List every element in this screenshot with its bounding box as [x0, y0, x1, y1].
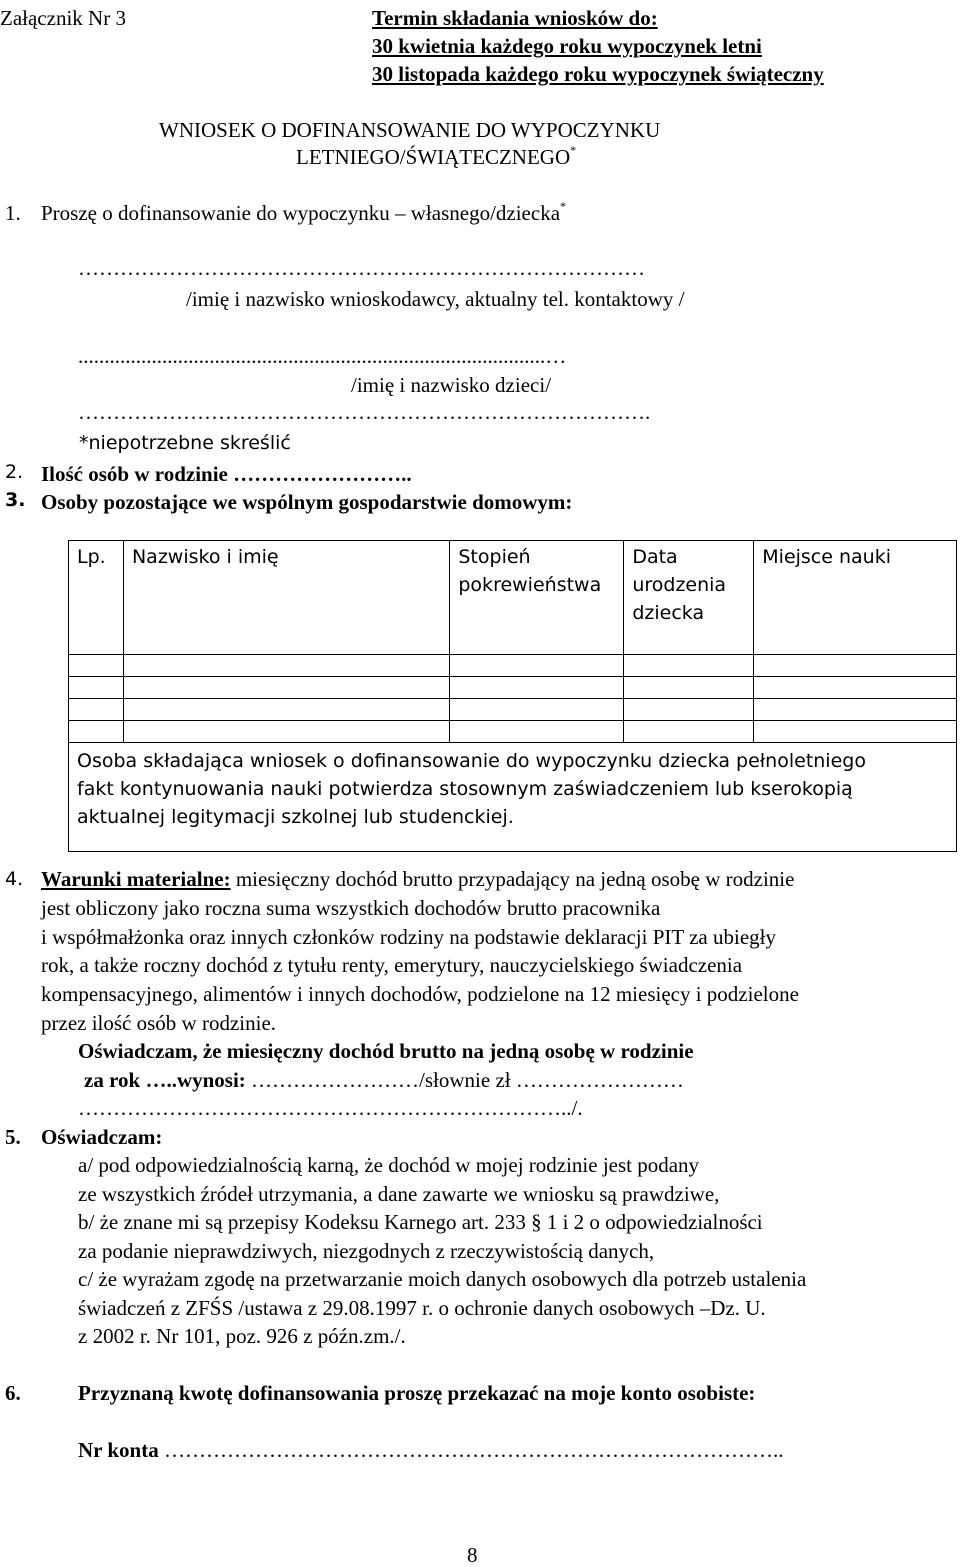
income-declaration: Oświadczam, że miesięczny dochód brutto na jedną osobę w rodzinie: [78, 1039, 694, 1063]
children-dots: .........................................................................................…: [78, 344, 567, 368]
family-size-label: Ilość osób w rodzinie ……………………..: [41, 462, 412, 486]
deadline-title: Termin składania wniosków do:: [372, 6, 658, 30]
section3-number: 3.: [5, 489, 26, 511]
section1-text: [41, 201, 566, 225]
deadline-summer: 30 kwietnia każdego roku wypoczynek letni: [372, 34, 762, 58]
header-birth-date: Data urodzenia dziecka: [624, 541, 754, 655]
cell-birth-date[interactable]: [624, 677, 754, 699]
header-relationship: Stopień pokrewieństwa: [450, 541, 624, 655]
section4-line: jest obliczony jako roczna suma wszystkich dochodów brutto pracownika: [41, 896, 661, 920]
cell-relationship[interactable]: [450, 721, 624, 743]
cell-relationship[interactable]: [450, 655, 624, 677]
table-row: [69, 699, 957, 721]
applicant-dots: ………………………………………………………………………: [78, 256, 645, 280]
section1-label: Proszę o dofinansowanie do wypoczynku – własnego/dziecka: [41, 201, 561, 225]
extra-dots: ……………………………………………………………………….: [78, 400, 651, 424]
section4-line1-text: miesięczny dochód brutto przypadający na jedną osobę w rodzinie: [230, 867, 795, 891]
header-lp: Lp.: [69, 541, 124, 655]
header-name: Nazwisko i imię: [123, 541, 449, 655]
cell-lp[interactable]: [69, 677, 124, 699]
section4-line: rok, a także roczny dochód z tytułu renty, emerytury, nauczycielskiego świadczenia: [41, 953, 743, 977]
table-footnote-row: [69, 743, 957, 852]
applicant-caption: /imię i nazwisko wnioskodawcy, aktualny tel. kontaktowy /: [186, 287, 685, 311]
section1-number: 1.: [5, 201, 21, 225]
section5-number: 5.: [5, 1125, 21, 1149]
form-title-mark: *: [570, 143, 577, 157]
footnote-line: Osoba składająca wniosek o dofinansowanie do wypoczynku dziecka pełnoletniego: [77, 750, 866, 772]
statement-line: ze wszystkich źródeł utrzymania, a dane zawarte we wniosku są prawdziwe,: [78, 1182, 720, 1206]
statement-heading: Oświadczam:: [41, 1125, 163, 1149]
footnote-line: aktualnej legitymacji szkolnej lub studenckiej.: [77, 806, 514, 828]
cell-name[interactable]: [123, 677, 449, 699]
cell-name[interactable]: [123, 699, 449, 721]
table-row: [69, 721, 957, 743]
cell-lp[interactable]: [69, 655, 124, 677]
cell-school[interactable]: [754, 721, 957, 743]
cell-lp[interactable]: [69, 721, 124, 743]
cell-school[interactable]: [754, 655, 957, 677]
account-label: Nr konta: [78, 1438, 159, 1462]
cell-name[interactable]: [123, 655, 449, 677]
table-row: [69, 655, 957, 677]
income-amount-line: [84, 1068, 684, 1092]
children-caption: /imię i nazwisko dzieci/: [351, 373, 552, 397]
section4-line1: [41, 867, 794, 891]
form-title-line1: WNIOSEK O DOFINANSOWANIE DO WYPOCZYNKU: [159, 118, 661, 142]
account-line: [78, 1438, 783, 1462]
cell-relationship[interactable]: [450, 677, 624, 699]
income-words-dots: ……………………………………………………………../.: [78, 1096, 583, 1120]
statement-line: c/ że wyrażam zgodę na przetwarzanie moich danych osobowych dla potrzeb ustalenia: [78, 1267, 807, 1291]
cell-school[interactable]: [754, 677, 957, 699]
payment-instruction: Przyznaną kwotę dofinansowania proszę przekazać na moje konto osobiste:: [78, 1381, 756, 1405]
table-header-row: [69, 541, 957, 655]
footnote-line: fakt kontynuowania nauki potwierdza stosownym zaświadczeniem lub kserokopią: [77, 778, 853, 800]
section4-line: przez ilość osób w rodzinie.: [41, 1011, 277, 1035]
section1-mark: *: [560, 199, 567, 213]
cell-lp[interactable]: [69, 699, 124, 721]
section2-number: 2.: [5, 461, 24, 483]
income-amount-dots: ……………………/słownie zł ……………………: [245, 1068, 684, 1092]
cell-relationship[interactable]: [450, 699, 624, 721]
household-heading: Osoby pozostające we wspólnym gospodarstwie domowym:: [41, 490, 573, 514]
account-number-field[interactable]: ……………………………………………………………………………..: [158, 1438, 784, 1462]
section6-number: 6.: [5, 1381, 21, 1405]
page-number: 8: [467, 1543, 478, 1567]
statement-line: świadczeń z ZFŚS /ustawa z 29.08.1997 r. o ochronie danych osobowych –Dz. U.: [78, 1296, 766, 1320]
strike-note: *niepotrzebne skreślić: [79, 432, 291, 454]
section4-line: kompensacyjnego, alimentów i innych dochodów, podzielone na 12 miesięcy i podzielone: [41, 982, 799, 1006]
section4-number: 4.: [5, 868, 24, 890]
cell-birth-date[interactable]: [624, 655, 754, 677]
attachment-label: Załącznik Nr 3: [0, 6, 126, 30]
statement-line: z 2002 r. Nr 101, poz. 926 z późn.zm./.: [78, 1324, 406, 1348]
cell-school[interactable]: [754, 699, 957, 721]
table-footnote: [69, 743, 957, 852]
statement-line: za podanie nieprawdziwych, niezgodnych z rzeczywistością danych,: [78, 1239, 655, 1263]
material-conditions-heading: Warunki materialne:: [41, 867, 231, 891]
statement-line: a/ pod odpowiedzialnością karną, że dochód w mojej rodzinie jest podany: [78, 1153, 700, 1177]
header-school: Miejsce nauki: [754, 541, 957, 655]
section4-line: i współmałżonka oraz innych członków rodziny na podstawie deklaracji PIT za ubiegły: [41, 925, 776, 949]
deadline-winter: 30 listopada każdego roku wypoczynek świąteczny: [372, 62, 824, 86]
statement-line: b/ że znane mi są przepisy Kodeksu Karnego art. 233 § 1 i 2 o odpowiedzialności: [78, 1210, 763, 1234]
form-title-line2: [296, 145, 576, 169]
cell-birth-date[interactable]: [624, 721, 754, 743]
form-title-line2-text: LETNIEGO/ŚWIĄTECZNEGO: [296, 145, 571, 169]
household-table: [68, 540, 957, 852]
cell-name[interactable]: [123, 721, 449, 743]
cell-birth-date[interactable]: [624, 699, 754, 721]
table-row: [69, 677, 957, 699]
income-year-label: za rok …..wynosi:: [84, 1068, 246, 1092]
